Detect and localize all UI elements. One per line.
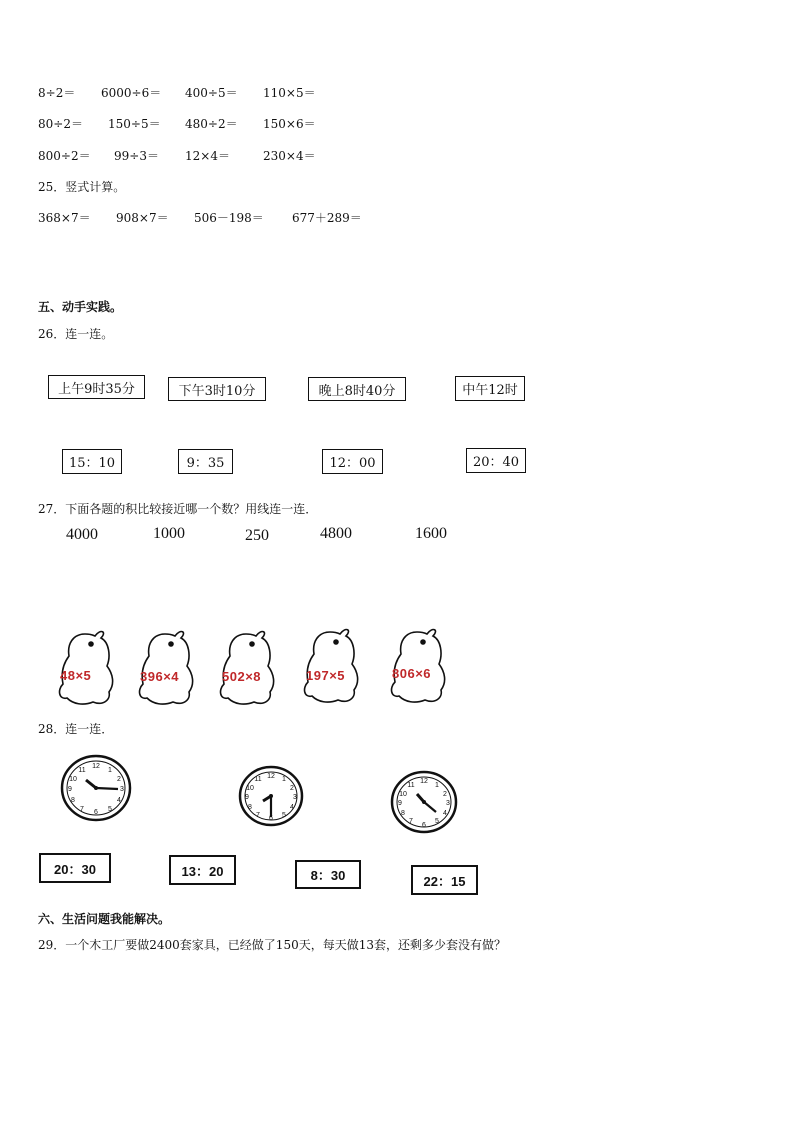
ghost-expression: 48×5 [60, 668, 92, 683]
svg-text:6: 6 [422, 822, 426, 829]
svg-text:12: 12 [267, 773, 275, 780]
svg-text:6: 6 [269, 815, 273, 822]
oral-item: 230×4＝ [263, 149, 316, 163]
time-digital-box[interactable]: 9：35 [178, 449, 233, 474]
target-number[interactable]: 4000 [66, 526, 98, 543]
clock-icon[interactable] [238, 765, 304, 827]
svg-text:7: 7 [80, 806, 84, 813]
target-number[interactable]: 1600 [415, 525, 447, 542]
svg-text:1: 1 [282, 776, 286, 783]
q25-item: 908×7＝ [116, 211, 169, 225]
svg-text:10: 10 [69, 776, 77, 783]
svg-text:6: 6 [94, 809, 98, 816]
time-digital-box[interactable]: 12：00 [322, 449, 383, 474]
q25-item: 677＋289＝ [292, 211, 362, 225]
oral-item: 6000÷6＝ [101, 86, 162, 100]
oral-item: 400÷5＝ [185, 86, 238, 100]
q29-text: 29．一个木工厂要做2400套家具，已经做了150天，每天做13套，还剩多少套没有做？ [38, 938, 506, 952]
oral-item: 480÷2＝ [185, 117, 238, 131]
time-text-box[interactable]: 下午3时10分 [168, 377, 266, 401]
svg-text:9: 9 [245, 794, 249, 801]
oral-item: 12×4＝ [185, 149, 230, 163]
target-number[interactable]: 1000 [153, 525, 185, 542]
svg-text:11: 11 [78, 767, 86, 774]
oral-item: 800÷2＝ [38, 149, 91, 163]
digital-time-box[interactable]: 13：20 [169, 855, 236, 885]
svg-text:7: 7 [256, 812, 260, 819]
svg-text:11: 11 [254, 776, 262, 783]
q26-title: 26．连一连。 [38, 327, 114, 341]
target-number[interactable]: 4800 [320, 525, 352, 542]
svg-text:11: 11 [407, 782, 415, 789]
section-title: 六、生活问题我能解决。 [38, 912, 171, 926]
svg-text:4: 4 [117, 797, 121, 804]
svg-text:9: 9 [68, 786, 72, 793]
svg-text:4: 4 [443, 810, 447, 817]
time-digital-box[interactable]: 20：40 [466, 448, 526, 473]
svg-text:4: 4 [290, 804, 294, 811]
oral-item: 8÷2＝ [38, 86, 76, 100]
clock-icon[interactable] [390, 770, 458, 834]
svg-text:10: 10 [399, 791, 407, 798]
q28-title: 28．连一连． [38, 722, 114, 736]
oral-item: 150÷5＝ [108, 117, 161, 131]
oral-item: 99÷3＝ [114, 149, 159, 163]
svg-text:8: 8 [71, 797, 75, 804]
digital-time-box[interactable]: 22：15 [411, 865, 478, 895]
svg-text:2: 2 [290, 785, 294, 792]
digital-time-box[interactable]: 20：30 [39, 853, 111, 883]
svg-text:12: 12 [92, 763, 100, 770]
ghost-expression: 806×6 [392, 666, 432, 681]
q25-title: 25．竖式计算。 [38, 180, 126, 194]
svg-text:5: 5 [282, 812, 286, 819]
svg-text:8: 8 [401, 810, 405, 817]
oral-item: 80÷2＝ [38, 117, 83, 131]
ghost-expression: 197×5 [306, 668, 346, 683]
digital-time-box[interactable]: 8：30 [295, 860, 361, 889]
q25-item: 368×7＝ [38, 211, 91, 225]
svg-text:12: 12 [420, 778, 428, 785]
svg-text:10: 10 [246, 785, 254, 792]
time-text-box[interactable]: 上午9时35分 [48, 375, 145, 399]
svg-text:3: 3 [293, 794, 297, 801]
time-digital-box[interactable]: 15：10 [62, 449, 122, 474]
oral-item: 110×5＝ [263, 86, 316, 100]
section-title: 五、动手实践。 [38, 300, 123, 314]
time-text-box[interactable]: 晚上8时40分 [308, 377, 406, 401]
svg-text:8: 8 [248, 804, 252, 811]
svg-text:1: 1 [108, 767, 112, 774]
oral-item: 150×6＝ [263, 117, 316, 131]
svg-text:7: 7 [409, 818, 413, 825]
svg-text:9: 9 [398, 800, 402, 807]
clock-icon[interactable] [60, 754, 132, 822]
svg-text:2: 2 [117, 776, 121, 783]
ghost-icon[interactable] [298, 628, 362, 706]
ghost-expression: 502×8 [222, 669, 262, 684]
svg-text:3: 3 [446, 800, 450, 807]
svg-text:3: 3 [120, 786, 124, 793]
time-text-box[interactable]: 中午12时 [455, 376, 525, 401]
ghost-expression: 396×4 [140, 669, 180, 684]
svg-text:1: 1 [435, 782, 439, 789]
q27-title: 27．下面各题的积比较接近哪一个数？用线连一连． [38, 502, 318, 516]
svg-text:2: 2 [443, 791, 447, 798]
target-number[interactable]: 250 [245, 527, 269, 544]
svg-text:5: 5 [435, 818, 439, 825]
svg-text:5: 5 [108, 806, 112, 813]
q25-item: 506－198＝ [194, 211, 264, 225]
